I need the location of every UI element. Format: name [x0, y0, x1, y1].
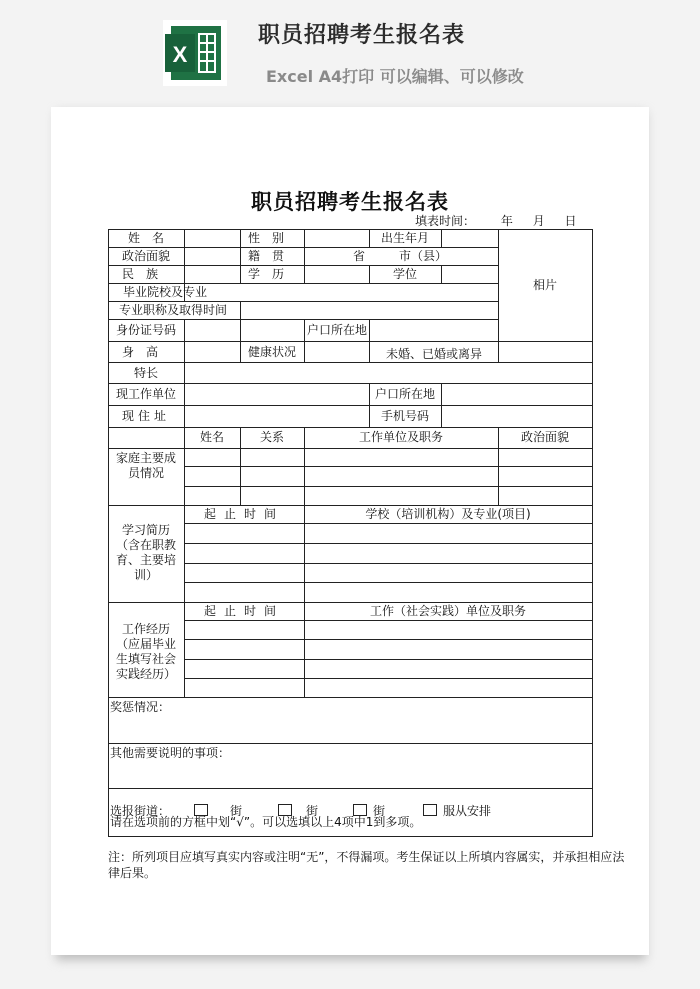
city-label: 市（县） — [398, 249, 448, 263]
study-col-time: 起止时间 — [203, 507, 285, 521]
gender-label: 性别 — [247, 231, 297, 245]
height-label: 身高 — [121, 345, 171, 359]
work-col-time: 起止时间 — [203, 604, 285, 618]
street-option-4-label: 服从安排 — [443, 804, 492, 818]
family-col-work: 工作单位及职务 — [358, 430, 444, 444]
form-title: 职员招聘考生报名表 — [251, 189, 449, 214]
degree-label: 学位 — [392, 267, 418, 281]
health-label: 健康状况 — [247, 345, 297, 359]
province-label: 省 — [352, 249, 366, 263]
work-col-unit: 工作（社会实践）单位及职务 — [369, 604, 527, 618]
mobile-label: 手机号码 — [380, 409, 430, 423]
street-option-4[interactable] — [423, 804, 491, 818]
fill-time-label: 填表时间： — [415, 214, 476, 228]
id-number-label: 身份证号码 — [115, 323, 177, 337]
title-time-label: 专业职称及取得时间 — [118, 303, 228, 317]
education-label: 学历 — [247, 267, 297, 281]
family-label: 家庭主要成员情况 — [115, 451, 176, 480]
street-option-2-label: 街 — [306, 804, 319, 818]
svg-text:X: X — [172, 42, 188, 67]
hukou-label: 户口所在地 — [306, 323, 368, 337]
family-col-politics: 政治面貌 — [520, 430, 570, 444]
study-label: 学习简历（含在职教育、主要培训） — [115, 523, 176, 582]
header-title: 职员招聘考生报名表 — [258, 23, 466, 48]
family-col-relation: 关系 — [259, 430, 285, 444]
header-subtitle: Excel A4打印 可以编辑、可以修改 — [266, 67, 524, 86]
excel-icon — [163, 20, 227, 86]
politics-label: 政治面貌 — [121, 249, 171, 263]
other-label: 其他需要说明的事项： — [110, 746, 231, 760]
form-note: 注：所列项目应填写真实内容或注明“无”，不得漏项。考生保证以上所填内容属实，并承担相应法律后果。 — [108, 850, 625, 880]
day-label: 日 — [564, 214, 577, 228]
study-col-school: 学校（培训机构）及专业(项目) — [365, 507, 531, 521]
work-unit-label: 现工作单位 — [115, 387, 177, 401]
family-col-name: 姓名 — [199, 430, 225, 444]
checkbox-icon[interactable] — [423, 804, 437, 816]
school-major-label: 毕业院校及专业 — [122, 285, 208, 299]
street-option-3-label: 街 — [373, 804, 386, 818]
birth-label: 出生年月 — [380, 231, 430, 245]
marital-label: 未婚、已婚或离异 — [385, 347, 483, 361]
native-label: 籍贯 — [247, 249, 297, 263]
year-label: 年 — [500, 214, 513, 228]
street-label: 选报街道： — [110, 804, 171, 818]
specialty-label: 特长 — [133, 366, 159, 380]
address-label: 现住址 — [121, 409, 171, 423]
preview-header — [0, 0, 700, 100]
street-hint: 请在选项前的方框中划“√”。可以选填以上4项中1到多项。 — [110, 815, 422, 829]
awards-label: 奖惩情况： — [110, 700, 171, 714]
photo-label: 相片 — [532, 278, 558, 292]
month-label: 月 — [532, 214, 545, 228]
name-label: 姓名 — [127, 231, 177, 245]
document-page — [51, 107, 649, 955]
street-option-1-label: 街 — [230, 804, 243, 818]
hukou2-label: 户口所在地 — [374, 387, 436, 401]
ethnicity-label: 民族 — [121, 267, 171, 281]
work-label: 工作经历（应届毕业生填写社会实践经历） — [115, 622, 176, 681]
